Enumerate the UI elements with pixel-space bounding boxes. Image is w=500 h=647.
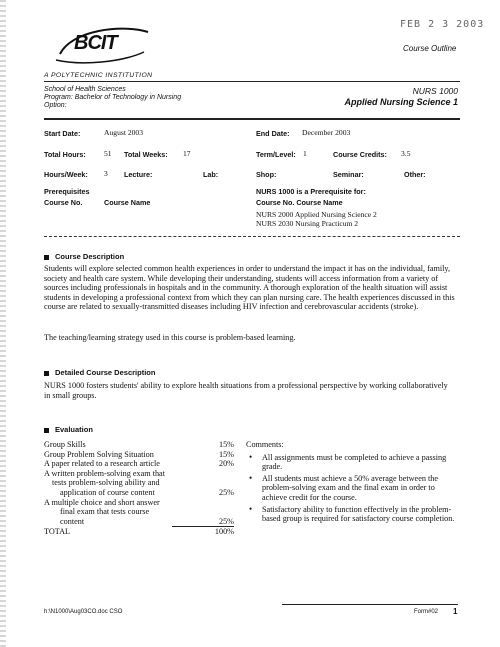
comment-item: • Satisfactory ability to function effectively in the problem-based group is required for satisfactory course completion.	[246, 505, 458, 524]
course-description-text: Students will explore selected common health experiences in order to understand the impact it has on the individual, family, society and health care system. While developing their understanding, students will access information from a variety of sources including professionals in hospitals and in the community. A thorough exploration of the health situation will assist students in developing a professional context from which they can plan nursing care. The health experiences discussed in this course are related to sexually-transmitted diseases including HIV infection and cerebrovascular accidents (stroke).	[44, 264, 455, 312]
evaluation-weight: 25%	[218, 487, 234, 497]
other-label: Other:	[404, 170, 426, 179]
total-hours-label: Total Hours:	[44, 150, 86, 159]
evaluation-total-label: TOTAL	[44, 527, 71, 537]
option-label: Option:	[44, 102, 67, 109]
page-number: 1	[453, 607, 458, 616]
scan-edge-artifact	[0, 0, 6, 647]
prereq-bottom-rule	[44, 236, 460, 237]
comment-item: • All assignments must be completed to achieve a passing grade.	[246, 453, 458, 472]
evaluation-total-row	[44, 527, 234, 537]
document-type: Course Outline	[403, 44, 457, 53]
evaluation-weight: 15%	[218, 449, 234, 459]
evaluation-item-text: content	[60, 516, 85, 526]
evaluation-weight: 15%	[218, 440, 234, 449]
term-level-label: Term/Level:	[256, 150, 296, 159]
program-name: Program: Bachelor of Technology in Nursing	[44, 94, 182, 101]
comments-list	[246, 453, 458, 524]
section-bullet-icon	[44, 255, 49, 260]
seminar-label: Seminar:	[333, 170, 364, 179]
evaluation-item-text: Group Skills	[44, 440, 86, 449]
evaluation-weight: 20%	[218, 459, 234, 469]
evaluation-item-text: A paper related to a research article	[44, 459, 160, 469]
course-credits-value: 3.5	[401, 149, 411, 158]
comment-item: • All students must achieve a 50% average between the problem-solving exam and the final exam in order to achieve credit for the course.	[246, 474, 458, 503]
start-date-label: Start Date:	[44, 129, 81, 138]
shop-label: Shop:	[256, 170, 277, 179]
hours-week-label: Hours/Week:	[44, 170, 88, 179]
detailed-description-heading-text: Detailed Course Description	[55, 368, 156, 377]
evaluation-item-text: application of course content	[60, 487, 155, 497]
detailed-description-heading	[44, 368, 155, 377]
total-weeks-label: Total Weeks:	[124, 150, 168, 159]
logo-text: BCIT	[74, 32, 117, 54]
end-date-label: End Date:	[256, 129, 290, 138]
total-hours-value: 51	[104, 149, 112, 158]
footer-file-path: h:\N1000\Aug03CO.doc CSO	[44, 609, 123, 615]
comments-label: Comments:	[246, 440, 284, 449]
term-level-value: 1	[303, 149, 307, 158]
evaluation-row	[44, 440, 234, 450]
prerequisite-for-header: Course No. Course Name	[256, 198, 343, 207]
start-date-value: August 2003	[104, 128, 144, 137]
course-code: NURS 1000	[412, 86, 458, 96]
hours-week-value: 3	[104, 169, 108, 178]
evaluation-table	[44, 440, 234, 537]
evaluation-item-text: A written problem-solving exam that	[44, 468, 165, 478]
evaluation-item-text: A multiple choice and short answer	[44, 497, 160, 507]
polytechnic-tagline: A POLYTECHNIC INSTITUTION	[44, 72, 153, 79]
evaluation-row	[44, 450, 234, 460]
evaluation-heading	[44, 425, 93, 434]
end-date-value: December 2003	[302, 128, 351, 137]
course-credits-label: Course Credits:	[333, 150, 387, 159]
evaluation-item-text: tests problem-solving ability and	[52, 478, 160, 488]
evaluation-item-text: Group Problem Solving Situation	[44, 449, 154, 459]
total-weeks-value: 17	[183, 149, 191, 158]
evaluation-weight: 25%	[218, 516, 234, 526]
evaluation-heading-text: Evaluation	[55, 425, 93, 434]
prerequisite-for-item: NURS 2030 Nursing Practicum 2	[256, 219, 359, 228]
prereq-course-no-header: Course No.	[44, 198, 83, 207]
section-bullet-icon	[44, 371, 49, 376]
header-rule	[44, 81, 460, 82]
evaluation-comments	[246, 440, 458, 526]
evaluation-row	[44, 498, 234, 527]
lecture-label: Lecture:	[124, 170, 153, 179]
evaluation-row	[44, 469, 234, 498]
bcit-logo	[52, 22, 152, 66]
detailed-description-text: NURS 1000 fosters students' ability to explore health situations from a professional perspective by working collaboratively in small groups.	[44, 381, 448, 400]
received-stamp: FEB 2 3 2003	[400, 19, 485, 30]
footer-form-number: Form#02	[414, 609, 439, 615]
prerequisites-title: Prerequisites	[44, 187, 90, 196]
course-description-heading-text: Course Description	[55, 252, 125, 261]
footer-rule	[282, 604, 458, 605]
prerequisite-for-item: NURS 2000 Applied Nursing Science 2	[256, 210, 377, 219]
evaluation-item-text: final exam that tests course	[60, 507, 150, 517]
evaluation-total-value: 100%	[214, 527, 234, 537]
school-name: School of Health Sciences	[44, 86, 126, 93]
teaching-strategy-text: The teaching/learning strategy used in this course is problem-based learning.	[44, 333, 296, 342]
prerequisite-for-title: NURS 1000 is a Prerequisite for:	[256, 187, 366, 196]
lab-label: Lab:	[203, 170, 219, 179]
prereq-course-name-header: Course Name	[104, 198, 151, 207]
section-bullet-icon	[44, 428, 49, 433]
course-description-heading	[44, 252, 124, 261]
evaluation-row	[44, 459, 234, 469]
course-title: Applied Nursing Science 1	[344, 97, 458, 107]
info-top-rule	[44, 118, 460, 120]
